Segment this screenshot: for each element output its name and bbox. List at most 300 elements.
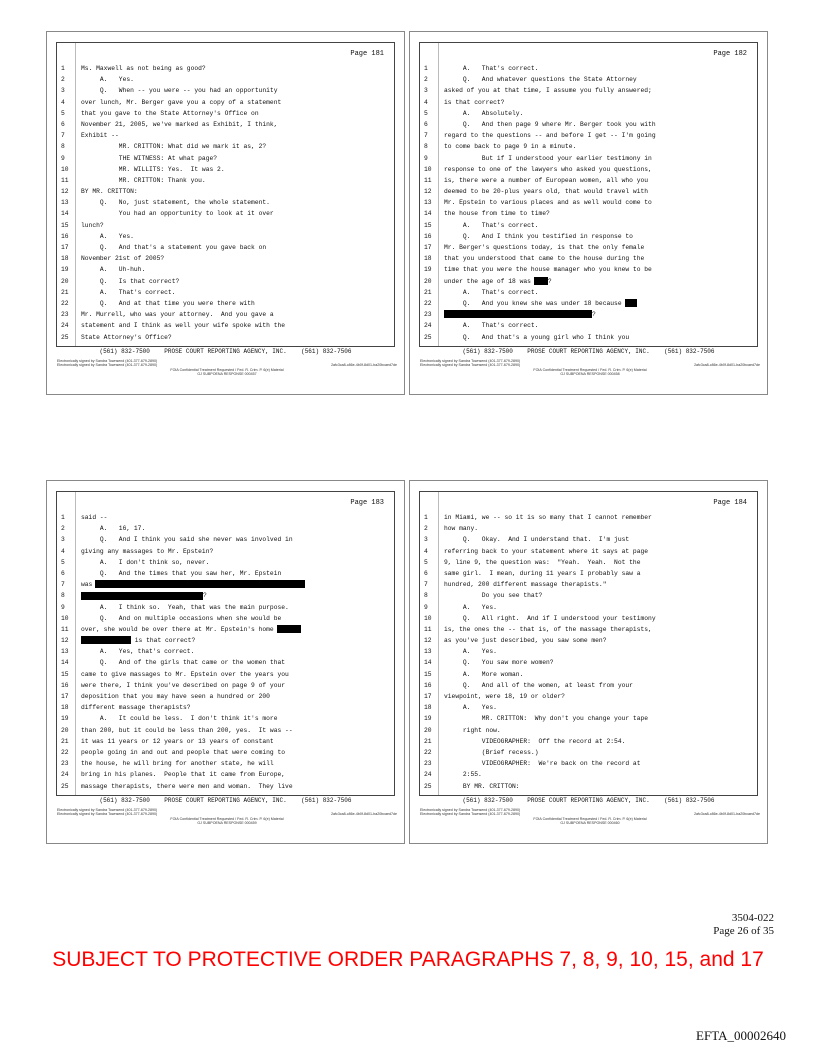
transcript-line — [57, 725, 394, 736]
transcript-line — [57, 590, 394, 601]
signature-line: FOIA Confidential Treatment Requested / Fed. R. Crim. P. 6(e) Material — [170, 816, 284, 821]
transcript-line — [420, 691, 757, 702]
line-text — [444, 546, 648, 557]
line-text — [444, 602, 497, 613]
line-text-content: the house from time to time? — [444, 210, 550, 218]
line-text — [444, 557, 641, 568]
page-count: Page 26 of 35 — [713, 925, 774, 937]
line-text — [444, 702, 497, 713]
line-text — [81, 97, 281, 108]
redaction-box — [277, 625, 301, 633]
transcript-line — [420, 208, 757, 219]
transcript-line — [57, 85, 394, 96]
transcript-line — [420, 725, 757, 736]
line-text-content: Q. And of the girls that came or the women that — [81, 659, 286, 667]
line-text-content: A. That's correct. — [444, 322, 539, 330]
line-text — [81, 309, 274, 320]
signature-line: Electronically signed by Sandra Townsend (401-377-679-2890) — [57, 812, 158, 817]
page-number-label: Page 182 — [713, 50, 747, 58]
line-number: 20 — [424, 277, 432, 285]
line-text-content: people going in and out and people that were coming to — [81, 748, 286, 756]
transcript-line — [57, 197, 394, 208]
line-text — [81, 624, 301, 635]
line-number: 13 — [61, 648, 69, 656]
line-text — [444, 736, 625, 747]
line-number: 14 — [61, 659, 69, 667]
line-number: 16 — [424, 232, 432, 240]
line-number: 6 — [424, 120, 428, 128]
line-number: 25 — [424, 333, 432, 341]
line-text-after-redaction: ? — [592, 311, 596, 319]
line-text-content: same girl. I mean, during 11 years I probably saw a — [444, 569, 641, 577]
line-text — [81, 108, 259, 119]
line-text-content: Ms. Maxwell as not being as good? — [81, 65, 206, 72]
line-number: 1 — [424, 514, 428, 521]
line-number: 17 — [61, 693, 69, 700]
line-number: 21 — [424, 737, 432, 745]
line-text-content: Do you see that? — [444, 592, 543, 600]
transcript-line — [420, 74, 757, 85]
line-number: 23 — [61, 760, 69, 768]
line-text — [81, 613, 281, 624]
line-text-content: different massage therapists? — [81, 704, 191, 712]
line-text — [444, 197, 652, 208]
line-text-content: A. That's correct. — [444, 65, 539, 72]
line-number: 6 — [424, 569, 428, 577]
transcript-line — [57, 186, 394, 197]
line-text-content: A. More woman. — [444, 670, 524, 678]
line-text-content: massage therapists, there were men and woman. They live — [81, 782, 293, 790]
transcript-line — [420, 579, 757, 590]
line-number: 8 — [61, 143, 65, 151]
line-text — [444, 108, 523, 119]
transcript-line — [57, 320, 394, 331]
line-number: 10 — [61, 165, 69, 173]
line-text — [444, 164, 652, 175]
line-number: 19 — [61, 715, 69, 723]
redaction-box — [625, 299, 637, 307]
line-number: 11 — [61, 176, 69, 184]
line-number: 22 — [424, 748, 432, 756]
line-text-content: deemed to be 20-plus years old, that would travel with — [444, 188, 649, 196]
line-text — [81, 197, 270, 208]
line-text-content: A. Uh-huh. — [81, 266, 146, 274]
signature-line: Electronically signed by Sandra Townsend (401-377-679-2890) — [420, 812, 521, 817]
line-number: 10 — [424, 614, 432, 622]
line-number: 17 — [424, 244, 432, 251]
line-text-content: A. Yes. — [444, 648, 497, 656]
line-text-content: Q. All right. And if I understood your testimony — [444, 614, 656, 622]
line-text-after-redaction: ? — [203, 592, 207, 600]
signature-line: Electronically signed by Sandra Townsend (401-377-679-2890) — [57, 359, 158, 363]
line-number: 25 — [424, 782, 432, 790]
line-text-content: BY MR. CRITTON: — [81, 188, 138, 196]
line-text — [444, 613, 656, 624]
line-text-content: A. I don't think so, never. — [81, 558, 210, 566]
transcript-line — [57, 253, 394, 264]
line-text — [444, 523, 478, 534]
line-text — [81, 220, 104, 231]
line-number: 18 — [61, 704, 69, 712]
transcript-line — [420, 108, 757, 119]
line-number: 16 — [61, 232, 69, 240]
line-text-content: Q. And then page 9 where Mr. Berger took you with — [444, 120, 656, 128]
transcript-body — [56, 491, 395, 796]
line-text — [81, 153, 217, 164]
line-text — [81, 590, 207, 601]
transcript-line — [57, 702, 394, 713]
line-number: 13 — [424, 648, 432, 656]
line-text-content: THE WITNESS: At what page? — [81, 154, 218, 162]
signature-line: Electronically signed by Sandra Townsend (401-377-679-2890) — [420, 808, 521, 812]
transcript-line — [420, 220, 757, 231]
line-text-content: hundred, 200 different massage therapists." — [444, 581, 607, 589]
line-number: 9 — [424, 154, 428, 162]
line-number: 17 — [61, 244, 69, 251]
line-number: 7 — [61, 581, 65, 589]
transcript-line — [57, 332, 394, 343]
line-text — [81, 85, 278, 96]
line-text — [81, 208, 274, 219]
transcript-body — [419, 491, 758, 796]
transcript-line — [420, 702, 757, 713]
transcript-page — [46, 480, 405, 844]
transcript-line — [57, 523, 394, 534]
line-number: 20 — [424, 726, 432, 734]
line-text — [444, 534, 629, 545]
transcript-line — [57, 613, 394, 624]
transcript-line — [57, 758, 394, 769]
line-number: 7 — [424, 581, 428, 589]
transcript-line — [420, 119, 757, 130]
line-text — [444, 332, 629, 343]
line-text — [444, 276, 552, 287]
transcript-lines — [420, 63, 757, 343]
line-text-content: A. 16, 17. — [81, 525, 146, 533]
line-number: 24 — [424, 322, 432, 330]
transcript-line — [57, 208, 394, 219]
transcript-line — [57, 635, 394, 646]
line-text — [444, 231, 633, 242]
transcript-line — [420, 680, 757, 691]
line-text — [444, 769, 482, 780]
line-text-content: response to one of the lawyers who asked you questions, — [444, 165, 652, 173]
line-text — [81, 546, 213, 557]
line-text-content: A. Yes. — [444, 603, 497, 611]
transcript-line — [420, 512, 757, 523]
line-text — [81, 119, 278, 130]
line-number: 22 — [61, 299, 69, 307]
line-text — [444, 186, 648, 197]
line-text — [444, 153, 652, 164]
line-text-content: Q. And that's a young girl who I think you — [444, 333, 630, 341]
line-text — [81, 63, 206, 74]
line-text — [81, 635, 195, 646]
line-text-content: the house, he will bring for another state, he will — [81, 760, 274, 768]
line-number: 14 — [424, 210, 432, 218]
line-text-after-redaction: is that correct? — [131, 637, 196, 645]
transcript-line — [57, 108, 394, 119]
line-number: 10 — [424, 165, 432, 173]
line-text-content: referring back to your statement where it says at page — [444, 547, 649, 555]
document-number: 3504-022 — [731, 912, 774, 924]
line-text-content: MR. CRITTON: Why don't you change your tape — [444, 715, 649, 723]
line-text — [81, 298, 255, 309]
line-text — [81, 680, 285, 691]
line-text-content: November 21st of 2005? — [81, 255, 165, 263]
line-text-content: was — [81, 581, 93, 589]
efta-number: EFTA_00002640 — [696, 1028, 786, 1043]
signature-hash: 2afc3ca8-c86e-4b0f-8d01-ba20bcaed7de — [694, 812, 760, 816]
line-number: 1 — [61, 514, 65, 521]
transcript-line — [420, 298, 757, 309]
line-text — [444, 141, 576, 152]
line-number: 18 — [61, 255, 69, 263]
transcript-line — [57, 546, 394, 557]
line-number: 16 — [424, 681, 432, 689]
line-text — [444, 220, 538, 231]
transcript-line — [57, 242, 394, 253]
line-text — [444, 320, 538, 331]
line-text-content: A. Yes, that's correct. — [81, 648, 195, 656]
line-number: 5 — [61, 109, 65, 117]
line-text — [444, 590, 542, 601]
line-text-content: Q. And at that time you were there with — [81, 299, 255, 307]
transcript-line — [57, 669, 394, 680]
line-number: 20 — [61, 726, 69, 734]
line-text — [444, 119, 656, 130]
transcript-line — [57, 713, 394, 724]
signature-line: GJ SUBPOENA RESPONSE 000459 — [197, 821, 257, 826]
line-text-content: VIDEOGRAPHER: Off the record at 2:54. — [444, 737, 626, 745]
transcript-line — [420, 231, 757, 242]
line-number: 3 — [424, 536, 428, 544]
line-number: 21 — [61, 737, 69, 745]
line-text — [444, 758, 641, 769]
transcript-line — [420, 669, 757, 680]
line-number: 12 — [61, 637, 69, 645]
signature-line: GJ SUBPOENA RESPONSE 000460 — [560, 821, 620, 826]
line-text — [444, 747, 538, 758]
line-number: 15 — [424, 670, 432, 678]
transcript-lines — [420, 512, 757, 792]
transcript-line — [420, 153, 757, 164]
line-number: 2 — [61, 76, 65, 84]
line-text — [81, 602, 289, 613]
line-text-content: BY MR. CRITTON: — [444, 782, 520, 790]
line-text-content: were there, I think you've described on page 9 of your — [81, 681, 286, 689]
line-text — [81, 769, 285, 780]
line-text — [81, 253, 164, 264]
line-number: 10 — [61, 614, 69, 622]
reporting-agency-footer: (561) 832-7500 PROSE COURT REPORTING AGENCY, INC. (561) 832-7506 — [462, 348, 715, 355]
transcript-line — [420, 320, 757, 331]
line-text-content: that you understood that came to the house during the — [444, 255, 645, 263]
line-text-content: deposition that you may have seen a hundred or 200 — [81, 693, 270, 700]
line-number: 5 — [424, 558, 428, 566]
line-text-content: You had an opportunity to look at it over — [81, 210, 274, 218]
line-number: 19 — [424, 715, 432, 723]
line-number: 1 — [424, 65, 428, 72]
line-text — [444, 713, 648, 724]
line-text — [81, 332, 172, 343]
line-number: 14 — [424, 659, 432, 667]
line-text — [81, 231, 134, 242]
line-text-content: it was 11 years or 12 years or 13 years of constant — [81, 737, 274, 745]
line-text-content: is, the ones the -- that is, of the massage therapists, — [444, 625, 652, 633]
line-text — [81, 186, 138, 197]
redaction-box — [534, 277, 548, 285]
transcript-line — [57, 781, 394, 792]
line-text — [444, 97, 504, 108]
line-text — [81, 713, 278, 724]
transcript-line — [57, 63, 394, 74]
line-text — [444, 85, 652, 96]
signature-hash: 2afc3ca8-c86e-4b0f-8d01-ba20bcaed7de — [331, 812, 397, 816]
transcript-line — [57, 175, 394, 186]
transcript-line — [420, 264, 757, 275]
transcript-line — [420, 646, 757, 657]
line-text — [444, 512, 652, 523]
line-text-content: over lunch, Mr. Berger gave you a copy of a statement — [81, 98, 282, 106]
line-number: 12 — [424, 637, 432, 645]
line-text-content: (Brief recess.) — [444, 748, 539, 756]
line-number: 2 — [61, 525, 65, 533]
line-text — [444, 669, 523, 680]
line-text-content: Q. Is that correct? — [81, 277, 180, 285]
line-text — [444, 646, 497, 657]
transcript-line — [420, 736, 757, 747]
line-number: 18 — [424, 255, 432, 263]
line-text-content: November 21, 2005, we've marked as Exhibit, I think, — [81, 120, 278, 128]
line-text-content: how many. — [444, 525, 479, 533]
line-text-content: right now. — [444, 726, 501, 734]
line-text — [81, 657, 285, 668]
transcript-line — [420, 781, 757, 792]
line-text-content: viewpoint, were 18, 19 or older? — [444, 693, 565, 700]
line-number: 8 — [61, 592, 65, 600]
line-text-content: over, she would be over there at Mr. Epstein's home — [81, 625, 274, 633]
transcript-line — [57, 74, 394, 85]
line-number: 14 — [61, 210, 69, 218]
transcript-line — [57, 769, 394, 780]
transcript-line — [420, 253, 757, 264]
transcript-line — [57, 579, 394, 590]
transcript-line — [420, 624, 757, 635]
transcript-line — [57, 97, 394, 108]
redaction-box — [81, 592, 203, 600]
transcript-line — [57, 141, 394, 152]
signature-line: FOIA Confidential Treatment Requested / Fed. R. Crim. P. 6(e) Material — [533, 367, 647, 372]
line-text — [444, 579, 607, 590]
line-text — [444, 74, 637, 85]
line-text — [81, 702, 191, 713]
line-number: 9 — [61, 154, 65, 162]
line-text-content: Q. Okay. And I understand that. I'm just — [444, 536, 630, 544]
line-text-content: Mr. Berger's questions today, is that the only female — [444, 244, 645, 251]
transcript-line — [420, 197, 757, 208]
signature-hash: 2afc3ca8-c86e-4b0f-8d01-ba20bcaed7de — [331, 363, 397, 367]
line-text-content: Q. And on multiple occasions when she would be — [81, 614, 282, 622]
line-number: 3 — [61, 87, 65, 95]
line-number: 4 — [424, 98, 428, 106]
line-number: 12 — [61, 188, 69, 196]
line-text — [81, 242, 266, 253]
line-text-content: A. It could be less. I don't think it's more — [81, 715, 278, 723]
transcript-line — [57, 512, 394, 523]
line-text-content: giving any massages to Mr. Epstein? — [81, 547, 214, 555]
transcript-line — [420, 186, 757, 197]
line-text-content: Mr. Epstein to various places and as well would come to — [444, 199, 652, 207]
transcript-body — [56, 42, 395, 347]
line-text-content: 9, line 9, the question was: "Yeah. Yeah. Not the — [444, 558, 641, 566]
line-number: 19 — [61, 266, 69, 274]
line-text — [444, 624, 652, 635]
line-number: 4 — [424, 547, 428, 555]
line-text — [444, 242, 644, 253]
line-number: 6 — [61, 120, 65, 128]
line-text-content: to come back to page 9 in a minute. — [444, 143, 577, 151]
line-text-content: in Miami, we -- so it is so many that I cannot remember — [444, 514, 652, 521]
line-number: 11 — [424, 176, 432, 184]
transcript-line — [420, 332, 757, 343]
electronic-signature-block — [420, 808, 760, 826]
transcript-line — [57, 220, 394, 231]
line-text-content: Q. And all of the women, at least from your — [444, 681, 633, 689]
line-text — [81, 725, 293, 736]
line-number: 3 — [61, 536, 65, 544]
line-text-content: A. Yes. — [81, 232, 134, 240]
transcript-line — [57, 164, 394, 175]
line-text-content: Q. You saw more women? — [444, 659, 554, 667]
line-number: 1 — [61, 65, 65, 72]
transcript-line — [420, 97, 757, 108]
page-number-label: Page 183 — [350, 499, 384, 507]
line-text — [444, 175, 648, 186]
line-text-content: as you've just described, you saw some men? — [444, 637, 607, 645]
line-text-content: Mr. Murrell, who was your attorney. And you gave a — [81, 311, 274, 319]
line-text-content: regard to the questions -- and before I get -- I'm going — [444, 132, 656, 140]
line-text-content: 2:55. — [444, 771, 482, 779]
transcript-line — [57, 680, 394, 691]
transcript-line — [420, 568, 757, 579]
line-text-content: Q. No, just statement, the whole statement. — [81, 199, 270, 207]
transcript-line — [420, 590, 757, 601]
line-number: 11 — [61, 625, 69, 633]
line-number: 3 — [424, 87, 428, 95]
signature-line: Electronically signed by Sandra Townsend (401-377-679-2890) — [420, 359, 521, 363]
line-number: 15 — [61, 670, 69, 678]
line-text-content: is that correct? — [444, 98, 505, 106]
line-text-content: Exhibit -- — [81, 132, 119, 140]
transcript-line — [420, 287, 757, 298]
line-text-content: But if I understood your earlier testimony in — [444, 154, 652, 162]
line-text — [81, 320, 285, 331]
transcript-line — [57, 646, 394, 657]
line-text — [444, 725, 501, 736]
transcript-line — [420, 747, 757, 758]
line-text-content: said -- — [81, 514, 108, 521]
transcript-line — [420, 546, 757, 557]
line-text-content: under the age of 18 was — [444, 277, 531, 285]
line-number: 19 — [424, 266, 432, 274]
line-text — [444, 287, 538, 298]
line-number: 22 — [61, 748, 69, 756]
transcript-line — [420, 769, 757, 780]
signature-line: Electronically signed by Sandra Townsend (401-377-679-2890) — [57, 808, 158, 812]
line-text-content: came to give massages to Mr. Epstein over the years you — [81, 670, 289, 678]
transcript-line — [57, 153, 394, 164]
